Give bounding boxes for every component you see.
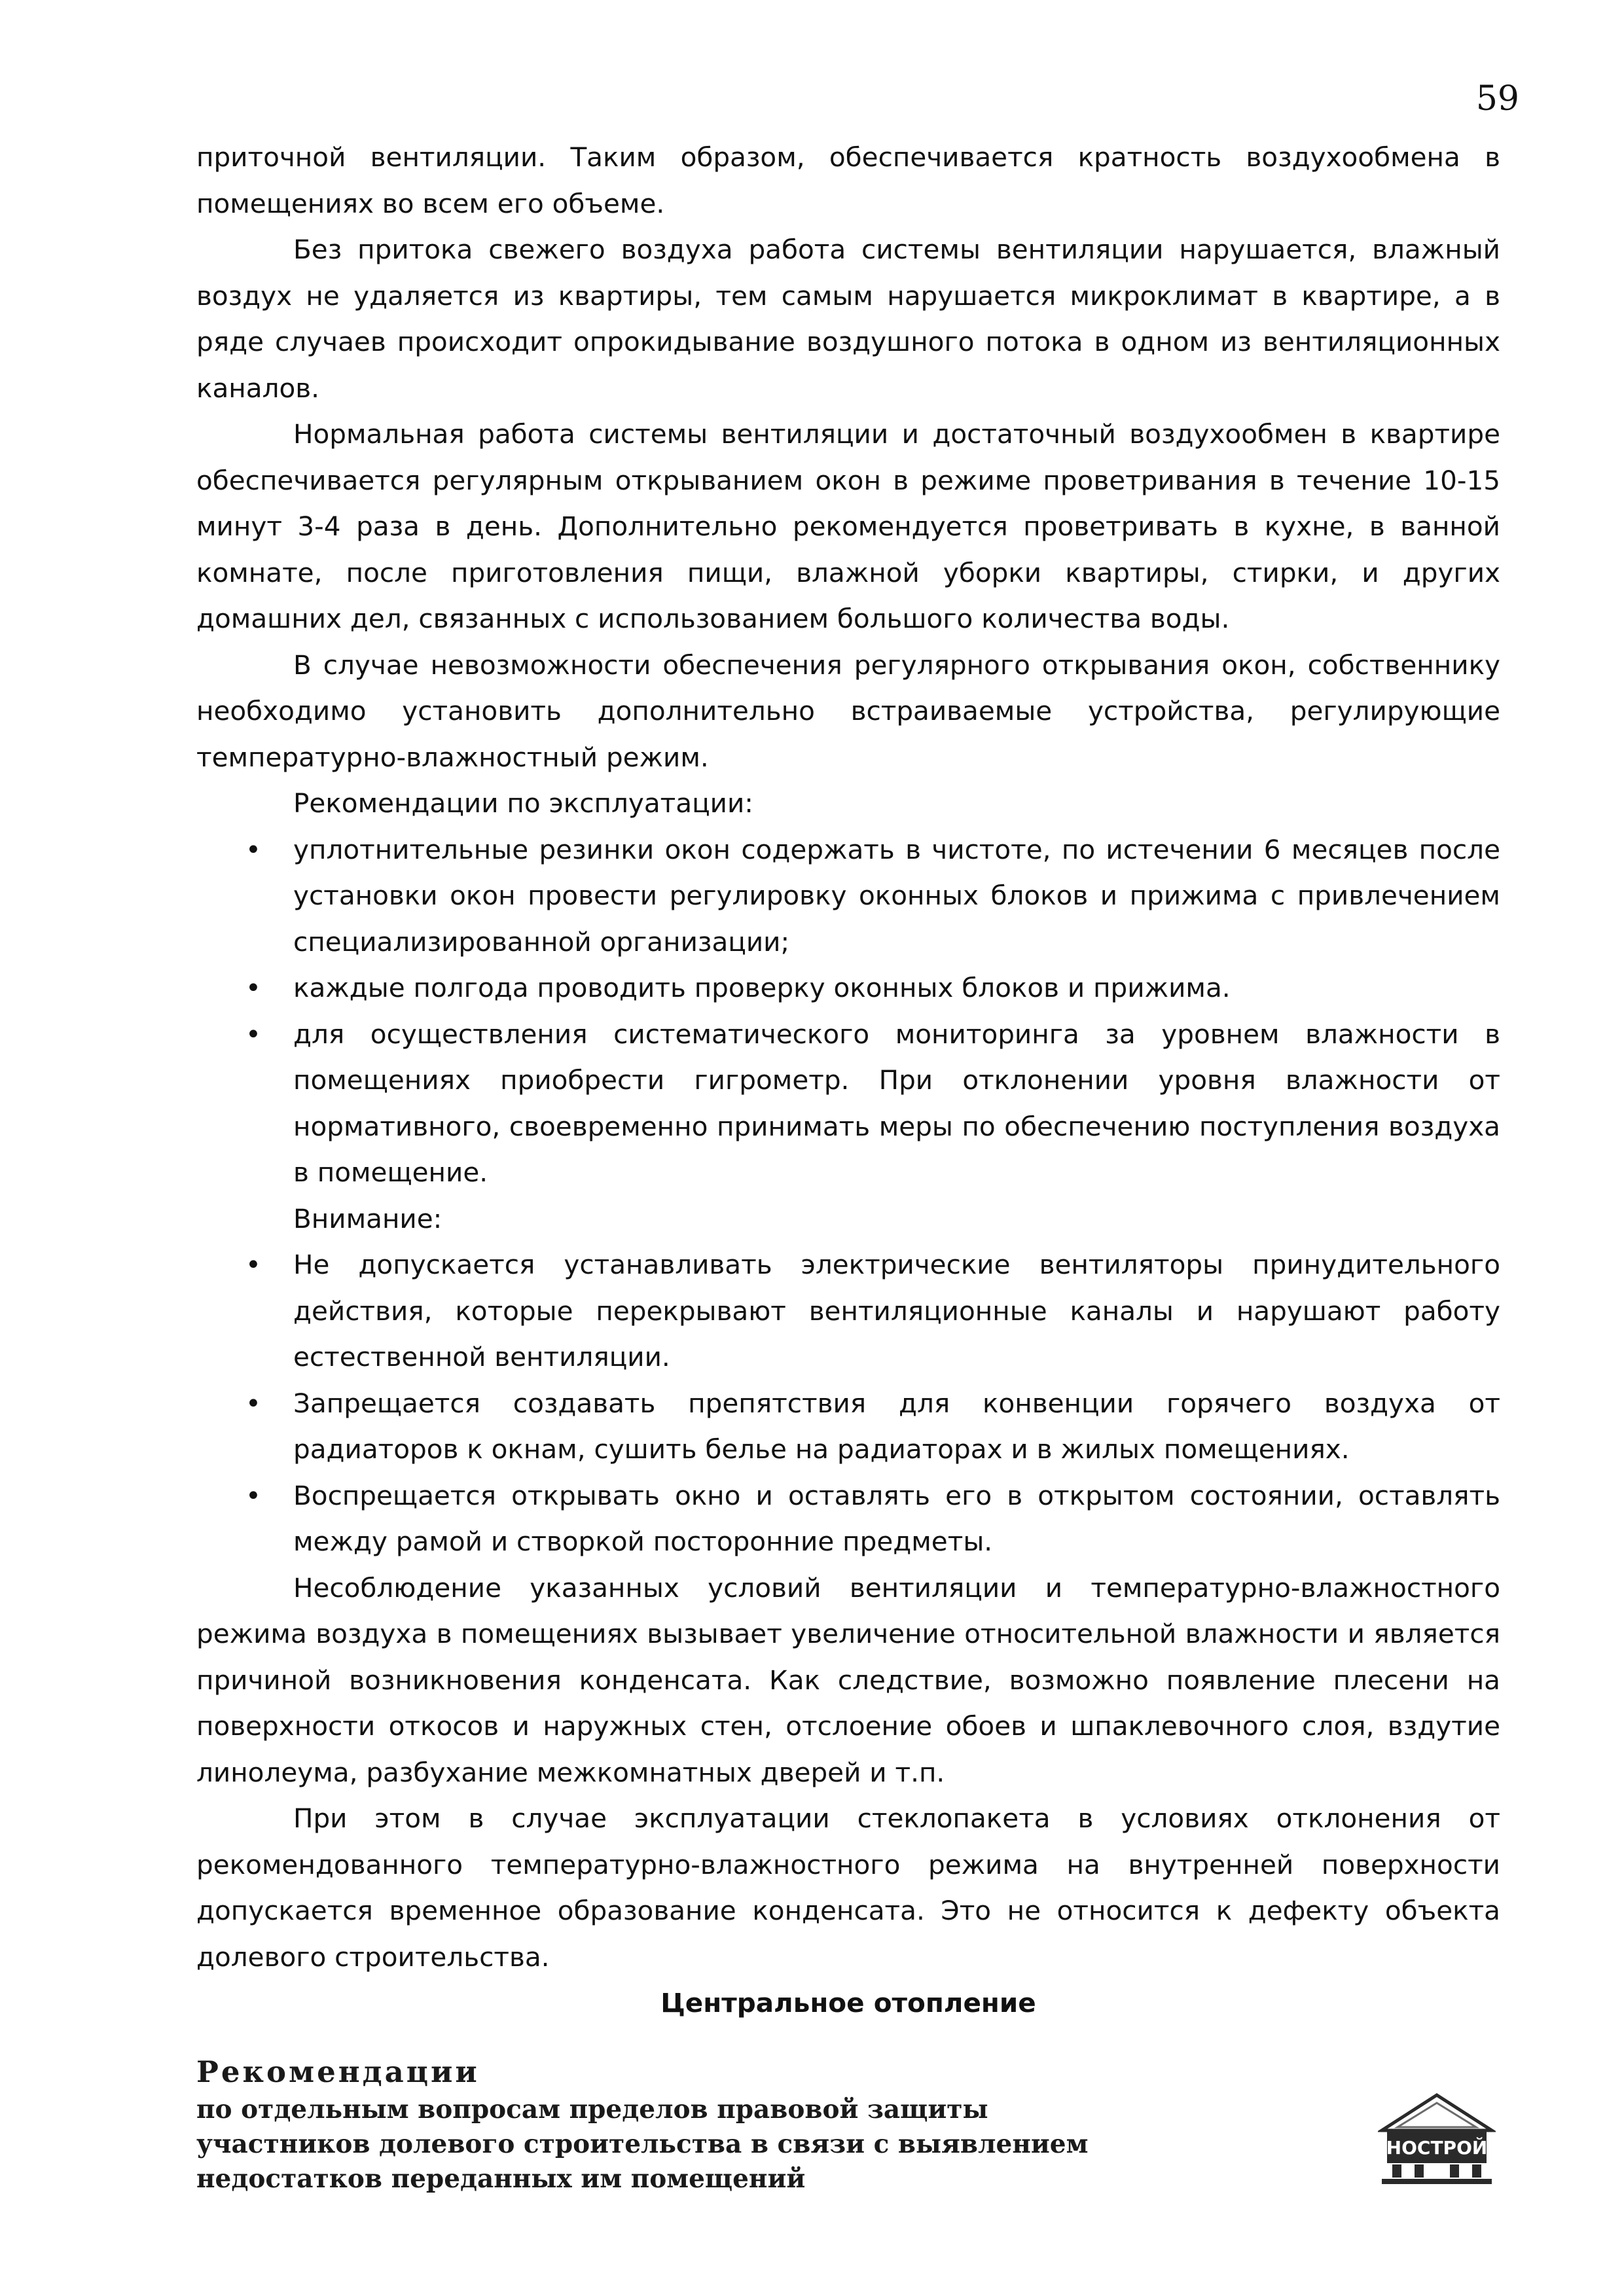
page-number: 59 xyxy=(1475,79,1519,118)
paragraph: приточной вентиляции. Таким образом, обеспечивается кратность воздухообмена в помещениях во всем его объеме. xyxy=(196,141,1500,219)
footer-line: недостатков переданных им помещений xyxy=(196,2164,806,2194)
paragraph: Без притока свежего воздуха работа системы вентиляции нарушается, влажный воздух не удаляется из квартиры, тем самым нарушается микроклимат в квартире, а в ряде случаев происходит опрокидывание воздушного потока в одном из вентиляционных каналов. xyxy=(196,234,1500,404)
paragraph: При этом в случае эксплуатации стеклопакета в условиях отклонения от рекомендованного температурно-влажностного режима на внутренней поверхности допускается временное образование конденсата. Это не относится к дефекту объекта долевого строительства. xyxy=(196,1803,1500,1973)
list-item: • уплотнительные резинки окон содержать в чистоте, по истечении 6 месяцев после установки окон провести регулировку оконных блоков и прижима с привлечением специализированной организации; xyxy=(196,827,1500,965)
recommendations-list xyxy=(196,827,1500,1196)
attention-label: Внимание: xyxy=(293,1202,442,1234)
footer-title: Рекомендации xyxy=(196,2054,480,2089)
list-item: • каждые полгода проводить проверку оконных блоков и прижима. xyxy=(196,965,1500,1011)
list-item: • Запрещается создавать препятствия для конвенции горячего воздуха от радиаторов к окнам, сушить белье на радиаторах и в жилых помещениях. xyxy=(196,1380,1500,1473)
page-footer xyxy=(196,2052,1178,2197)
paragraph: В случае невозможности обеспечения регулярного открывания окон, собственнику необходимо установить дополнительно встраиваемые устройства, регулирующие температурно-влажностный режим. xyxy=(196,649,1500,773)
logo-text: НОСТРОЙ xyxy=(1386,2137,1488,2159)
list-item: • для осуществления систематического мониторинга за уровнем влажности в помещениях приобрести гигрометр. При отклонении уровня влажности от нормативного, своевременно принимать меры по обеспечению поступления воздуха в помещение. xyxy=(196,1011,1500,1196)
paragraph: Несоблюдение указанных условий вентиляции и температурно-влажностного режима воздуха в помещениях вызывает увеличение относительной влажности и является причиной возникновения конденсата. Как следствие, возможно появление плесени на поверхности откосов и наружных стен, отслоение обоев и шпаклевочного слоя, вздутие линолеума, разбухание межкомнатных дверей и т.п. xyxy=(196,1571,1500,1788)
page-body xyxy=(196,134,1500,2026)
nostroy-logo-icon xyxy=(1378,2091,1496,2186)
recommendations-label: Рекомендации по эксплуатации: xyxy=(293,787,753,819)
footer-line: участников долевого строительства в связи с выявлением xyxy=(196,2129,1089,2159)
paragraph: Нормальная работа системы вентиляции и достаточный воздухообмен в квартире обеспечивается регулярным открыванием окон в режиме проветривания в течение 10-15 минут 3-4 раза в день. Дополнительно рекомендуется проветривать в кухне, в ванной комнате, после приготовления пищи, влажной уборки квартиры, стирки, и других домашних дел, связанных с использованием большого количества воды. xyxy=(196,418,1500,634)
section-heading: Центральное отопление xyxy=(660,1987,1036,2018)
list-item: • Не допускается устанавливать электрические вентиляторы принудительного действия, которые перекрывают вентиляционные каналы и нарушают работу естественной вентиляции. xyxy=(196,1242,1500,1380)
list-item: • Воспрещается открывать окно и оставлять его в открытом состоянии, оставлять между рамой и створкой посторонние предметы. xyxy=(196,1473,1500,1565)
attention-list xyxy=(196,1242,1500,1565)
footer-line: по отдельным вопросам пределов правовой защиты xyxy=(196,2094,988,2125)
